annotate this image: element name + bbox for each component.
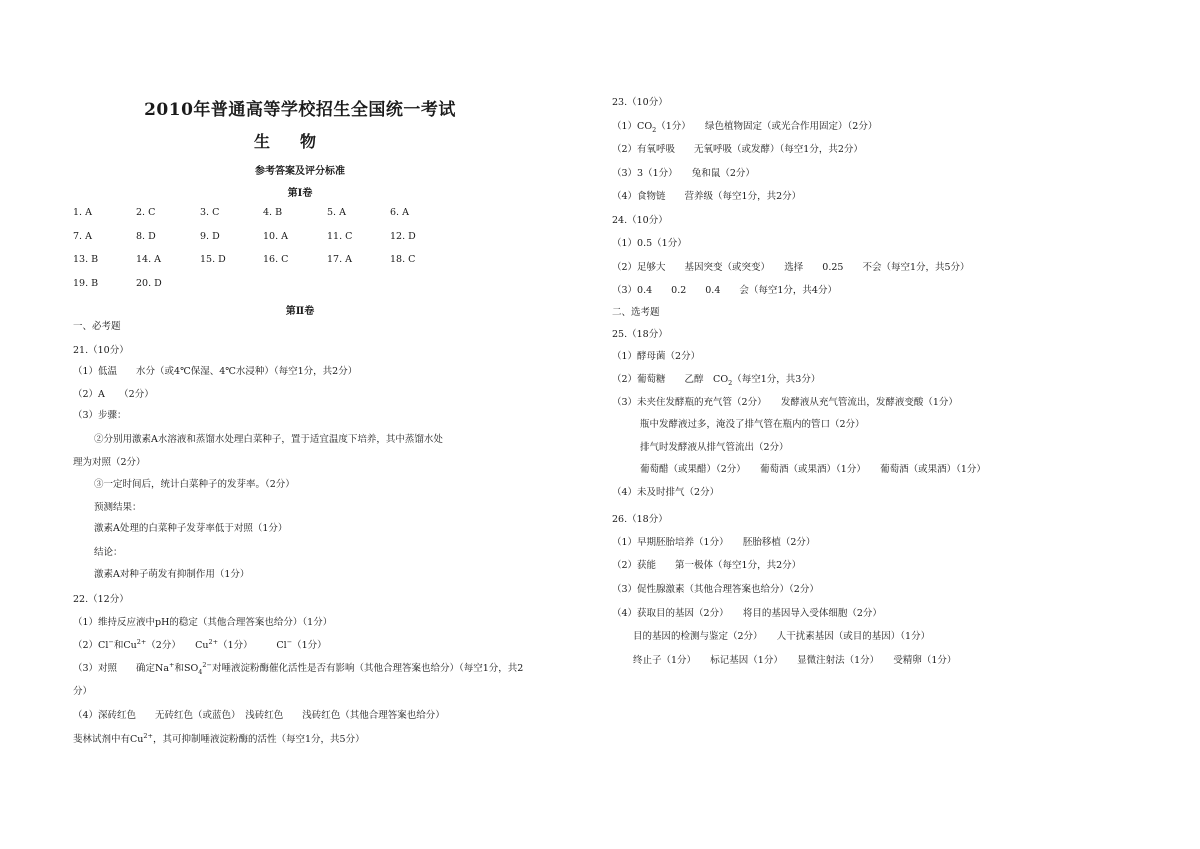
section-elective: 二、选考题 [612,307,660,318]
q21-line: 结论： [94,547,123,558]
mc-answer: 17. A [327,254,352,265]
q21-line: 理为对照（2分） [73,457,146,468]
mc-answer: 8. D [136,231,156,242]
section-required: 一、必考题 [73,321,121,332]
q25-line: （3）未夹住发酵瓶的充气管（2分） 发酵液从充气管流出，发酵液变酸（1分） [612,397,958,408]
q26-line: （1）早期胚胎培养（1分） 胚胎移植（2分） [612,537,816,548]
mc-answer: 10. A [263,231,288,242]
mc-answer: 15. D [200,254,226,265]
q22-line: （4）深砖红色 无砖红色（或蓝色） 浅砖红色 浅砖红色（其他合理答案也给分） [73,710,445,721]
q22-line [73,637,327,652]
text-run: 2 [728,378,733,387]
q22-heading: 22.（12分） [73,594,129,605]
text-run: 斐林试剂中有Cu [73,734,144,745]
mc-answer: 12. D [390,231,416,242]
text-run: 2+ [143,731,153,740]
q25-heading: 25.（18分） [612,329,668,340]
mc-answer: 5. A [327,207,346,218]
answer-key-subtitle: 参考答案及评分标准 [255,166,345,177]
mc-answer: 9. D [200,231,220,242]
text-run: − [108,637,114,646]
text-run: （1）CO [612,121,653,132]
q21-line: （2）A （2分） [73,389,154,400]
q22-line [73,660,524,676]
q24-line: （3）0.4 0.2 0.4 会（每空1分，共4分） [612,285,837,296]
mc-answer: 19. B [73,278,99,289]
text-run: + [169,660,175,669]
q24-line: （2）足够大 基因突变（或突变） 选择 0.25 不会（每空1分，共5分） [612,262,970,273]
text-run: 2− [202,660,213,669]
q23-line: （4）食物链 营养级（每空1分，共2分） [612,191,802,202]
q21-line: 激素A对种子萌发有抑制作用（1分） [94,569,250,580]
q22-line [73,731,365,746]
q23-line [612,121,877,133]
q26-heading: 26.（18分） [612,514,668,525]
text-run: 2+ [208,637,219,646]
q25-line: （4）未及时排气（2分） [612,487,720,498]
mc-answer: 2. C [136,207,156,218]
mc-answer: 4. B [263,207,283,218]
mc-answer: 14. A [136,254,161,265]
mc-answer: 1. A [73,207,92,218]
q21-line: （1）低温 水分（或4℃保湿、4℃水浸种）（每空1分，共2分） [73,366,358,377]
q24-line: （1）0.5（1分） [612,238,687,249]
text-run: 对唾液淀粉酶催化活性是否有影响（其他合理答案也给分）（每空1分，共2 [212,663,524,674]
mc-answer: 16. C [263,254,289,265]
q26-line: （2）获能 第一极体（每空1分，共2分） [612,560,802,571]
mc-answer: 6. A [390,207,409,218]
q22-line: （1）维持反应液中pH的稳定（其他合理答案也给分）（1分） [73,617,333,628]
part-one-heading: 第Ⅰ卷 [287,188,313,199]
q26-line: （3）促性腺激素（其他合理答案也给分）（2分） [612,584,819,595]
text-run: 和SO [174,663,199,674]
text-run: （2）Cl [73,640,109,651]
text-run: ，其可抑制唾液淀粉酶的活性（每空1分，共5分） [152,734,365,745]
part-two-heading: 第Ⅱ卷 [285,306,315,317]
text-run: 4 [198,667,203,676]
q25-line: 葡萄醋（或果醋）（2分） 葡萄酒（或果酒）（1分） 葡萄酒（或果酒）（1分） [640,464,986,475]
mc-answer: 3. C [200,207,220,218]
q25-line: 瓶中发酵液过多，淹没了排气管在瓶内的管口（2分） [640,419,865,430]
text-run: 2+ [136,637,147,646]
text-run: 2 [652,125,657,134]
text-run: （1分） Cl [218,640,287,651]
text-run: （2分） Cu [146,640,209,651]
q26-line: 目的基因的检测与鉴定（2分） 人干扰素基因（或目的基因）（1分） [633,631,931,642]
q21-line: （3）步骤： [73,410,127,421]
subject-title: 生物 [253,132,346,151]
q21-line: 激素A处理的白菜种子发芽率低于对照（1分） [94,523,288,534]
q23-heading: 23.（10分） [612,97,668,108]
mc-answer: 20. D [136,278,162,289]
text-run: （3）对照 确定Na [73,663,170,674]
q23-line: （3）3（1分） 兔和鼠（2分） [612,168,755,179]
text-run: − [286,637,293,646]
mc-answer: 18. C [390,254,416,265]
q22-line: 分） [73,686,93,697]
q21-line: ②分别用激素A水溶液和蒸馏水处理白菜种子，置于适宜温度下培养，其中蒸馏水处 [94,434,443,445]
q26-line: 终止子（1分） 标记基因（1分） 显微注射法（1分） 受精卵（1分） [633,655,957,666]
mc-answer: 13. B [73,254,99,265]
q24-heading: 24.（10分） [612,215,668,226]
text-run: （2）葡萄糖 乙醇 CO [612,374,729,385]
q21-line: ③一定时间后，统计白菜种子的发芽率。（2分） [94,479,295,490]
q26-line: （4）获取目的基因（2分） 将目的基因导入受体细胞（2分） [612,608,882,619]
q25-line [612,374,820,386]
mc-answer: 7. A [73,231,92,242]
text-run: （每空1分，共3分） [732,374,821,385]
q23-line: （2）有氧呼吸 无氧呼吸（或发酵）（每空1分，共2分） [612,144,863,155]
q21-line: 预测结果： [94,502,142,513]
text-run: （1分） [292,640,327,651]
q25-line: （1）酵母菌（2分） [612,351,701,362]
text-run: （1分） 绿色植物固定（或光合作用固定）（2分） [656,121,878,132]
q25-line: 排气时发酵液从排气管流出（2分） [640,442,789,453]
exam-title: 2010年普通高等学校招生全国统一考试 [144,100,456,120]
text-run: 和Cu [113,640,137,651]
q21-heading: 21.（10分） [73,345,129,356]
mc-answer: 11. C [327,231,353,242]
